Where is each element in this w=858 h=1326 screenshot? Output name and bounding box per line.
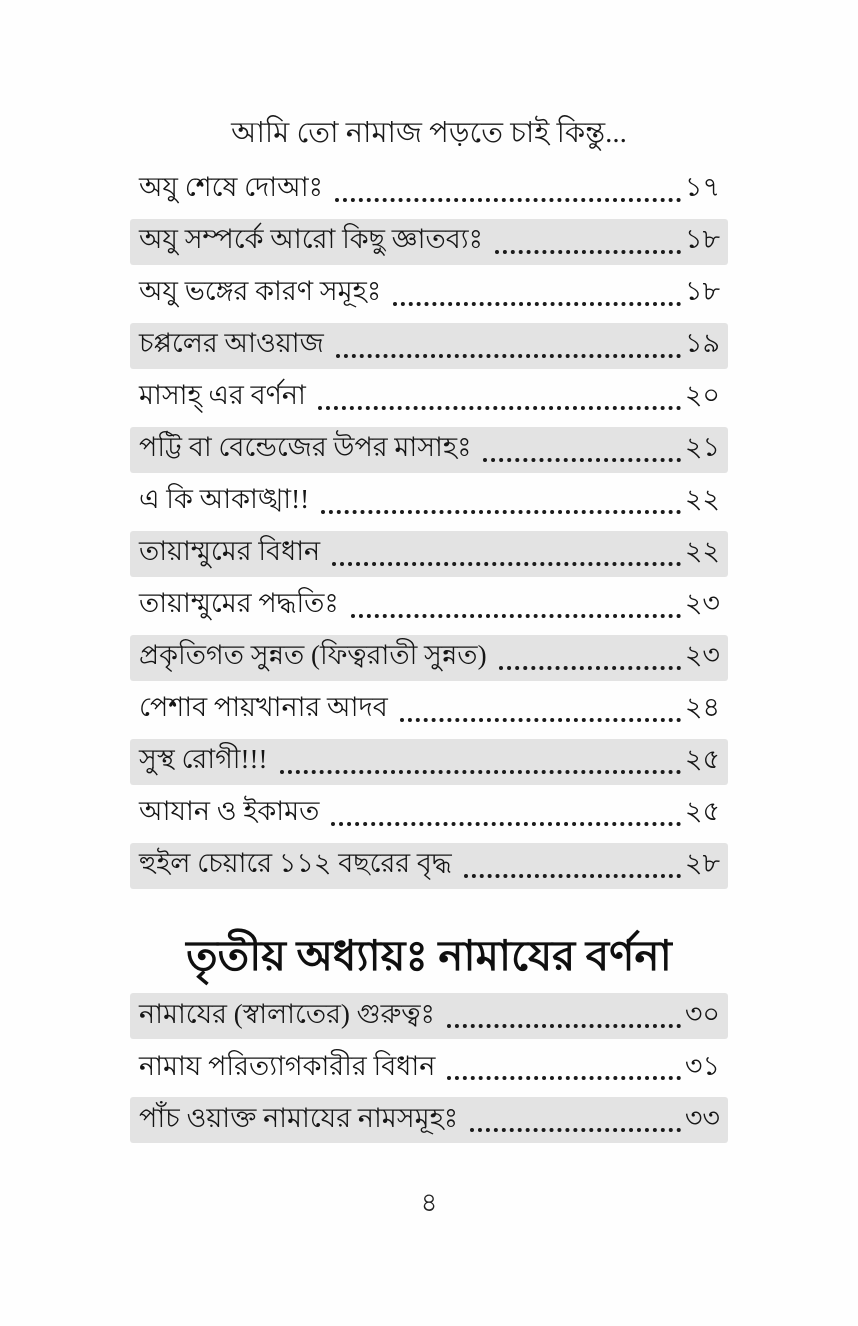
- dot-leader: [464, 854, 681, 878]
- toc-entry: [130, 993, 728, 1039]
- dot-leader: [393, 282, 681, 306]
- dot-leader: [321, 490, 681, 514]
- toc-entry-page: ২৩: [684, 640, 720, 671]
- dot-leader: [400, 698, 681, 722]
- toc-entry-page: ১৯: [684, 328, 720, 359]
- toc-entry-title: তায়াম্মুমের বিধান: [139, 536, 321, 567]
- toc-entry-title: পট্টি বা বেন্ডেজের উপর মাসাহঃ: [139, 432, 472, 463]
- dot-leader: [447, 1004, 681, 1028]
- toc-entry-page: ২৫: [684, 796, 720, 827]
- toc-entry-title: পেশাব পায়খানার আদব: [139, 692, 388, 723]
- toc-entry: [130, 375, 728, 421]
- dot-leader: [280, 750, 681, 774]
- running-header-title: আমি তো নামাজ পড়তে চাই কিন্তু...: [231, 117, 627, 149]
- toc-entry-page: ২২: [684, 484, 720, 515]
- toc-entry-page: ২৪: [684, 692, 720, 723]
- toc-entry: [130, 531, 728, 577]
- dot-leader: [447, 1056, 681, 1080]
- toc-entry-page: ২৫: [684, 744, 720, 775]
- toc-entry: [130, 791, 728, 837]
- dot-leader: [335, 178, 681, 202]
- toc-list-before-heading: [130, 167, 728, 889]
- toc-entry-title: আযান ও ইকামত: [139, 796, 320, 827]
- toc-entry: [130, 1045, 728, 1091]
- toc-entry-title: তায়াম্মুমের পদ্ধতিঃ: [139, 588, 339, 619]
- dot-leader: [499, 646, 681, 670]
- toc-entry-title: অযু ভঙ্গের কারণ সমূহঃ: [139, 276, 382, 307]
- toc-entry-title: মাসাহ্ এর বর্ণনা: [139, 380, 306, 411]
- toc-entry: [130, 1097, 728, 1143]
- toc-entry: [130, 583, 728, 629]
- toc-entry: [130, 479, 728, 525]
- page-number: ৪: [420, 1188, 438, 1217]
- toc-entry-title: পাঁচ ওয়াক্ত নামাযের নামসমূহঃ: [139, 1102, 459, 1133]
- toc-entry-page: ২১: [684, 432, 720, 463]
- toc-entry-page: ২২: [684, 536, 720, 567]
- toc-entry-page: ২০: [684, 380, 720, 411]
- toc-entry-page: ২৩: [684, 588, 720, 619]
- toc-entry: [130, 687, 728, 733]
- dot-leader: [495, 230, 681, 254]
- toc-entry-page: ৩০: [684, 998, 720, 1029]
- toc-entry-page: ৩১: [684, 1050, 720, 1081]
- dot-leader: [470, 1108, 681, 1132]
- toc-entry-title: চপ্পলের আওয়াজ: [139, 328, 324, 359]
- toc-entry-title: সুস্থ রোগী!!!: [139, 744, 268, 775]
- toc-entry-title: অযু শেষে দোআঃ: [139, 172, 323, 203]
- chapter-heading: তৃতীয় অধ্যায়ঃ নামাযের বর্ণনা: [186, 933, 672, 980]
- toc-entry-title: হুইল চেয়ারে ১১২ বছরের বৃদ্ধ: [139, 848, 452, 879]
- dot-leader: [483, 438, 680, 462]
- toc-entry-title: প্রকৃতিগত সুন্নত (ফিত্বরাতী সুন্নত): [139, 640, 487, 671]
- toc-entry-title: অযু সম্পর্কে আরো কিছু জ্ঞাতব্যঃ: [139, 224, 483, 255]
- toc-entry: [130, 427, 728, 473]
- toc-entry: [130, 635, 728, 681]
- toc-entry: [130, 219, 728, 265]
- toc-list-after-heading: [130, 993, 728, 1143]
- toc-entry: [130, 843, 728, 889]
- dot-leader: [331, 802, 681, 826]
- toc-entry: [130, 323, 728, 369]
- toc-entry-page: ১৭: [684, 172, 720, 203]
- toc-entry-page: ১৮: [684, 224, 720, 255]
- toc-entry: [130, 739, 728, 785]
- dot-leader: [336, 334, 681, 358]
- toc-entry-title: এ কি আকাঙ্খা!!: [139, 484, 310, 515]
- toc-entry-title: নামায পরিত্যাগকারীর বিধান: [139, 1050, 436, 1081]
- dot-leader: [318, 386, 681, 410]
- toc-entry-page: ২৮: [684, 848, 720, 879]
- dot-leader: [351, 594, 681, 618]
- dot-leader: [332, 542, 681, 566]
- toc-entry-page: ১৮: [684, 276, 720, 307]
- toc-entry: [130, 271, 728, 317]
- toc-entry: [130, 167, 728, 213]
- toc-entry-page: ৩৩: [684, 1102, 720, 1133]
- toc-entry-title: নামাযের (স্বালাতের) গুরুত্বঃ: [139, 998, 435, 1029]
